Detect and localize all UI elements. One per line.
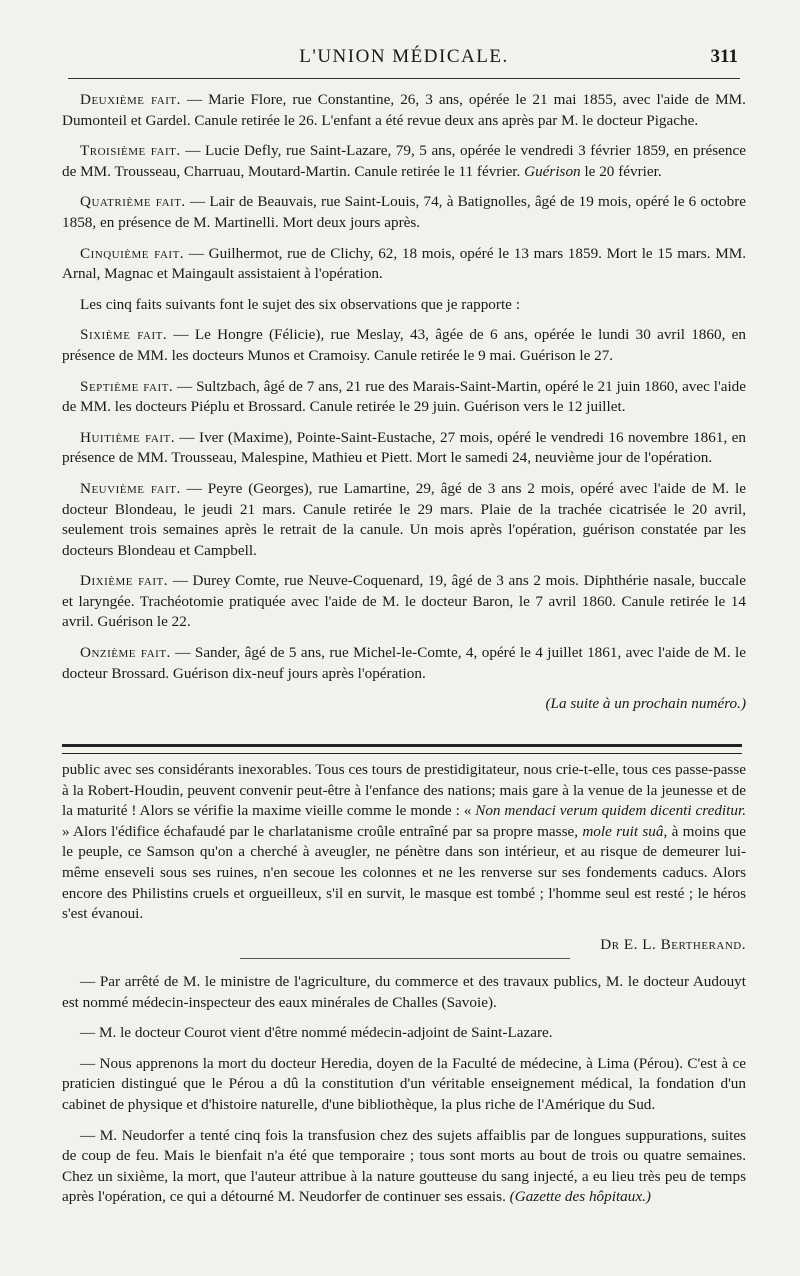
case-label: Neuvième fait. [80,479,181,497]
case-10 [62,571,746,633]
case-label: Septième fait. [80,377,174,395]
case-9 [62,479,746,561]
latin-phrase: mole ruit suâ [582,822,664,840]
case-label: Cinquième fait. [80,244,185,262]
text-run: , à moins que le peuple, ce Samson qu'on a cherché à aveugler, ne pénètre dans son intérieur, et au risque de demeurer lui-même enseveli sous ses ruines, n'en secoue les colonnes et ne les renverse sur ses fondements caducs. Alors encore des Philistins cruels et orgueilleux, s'il en survit, le masque est tombé ; l'homme seul est resté ; le héros s'est évanoui. [62,822,746,923]
case-text: — Durey Comte, rue Neuve-Coquenard, 19, âgé de 3 ans 2 mois. Diphthérie nasale, buccale et laryngée. Trachéotomie pratiquée avec l'aide de M. le docteur Baron, le 7 avril 1860. Canule retirée le 14 avril. Guérison le 22. [62,572,746,631]
case-label: Quatrième fait. [80,193,186,211]
case-label: Huitième fait. [80,428,176,446]
case-4 [62,192,746,233]
running-title: L'UNION MÉDICALE. [299,46,509,67]
case-label: Dixième fait. [80,572,169,590]
author-signature: Dr E. L. Bertherand. [600,935,746,953]
page-header [68,44,740,74]
news-divider [240,958,570,959]
case-11 [62,643,746,684]
case-8 [62,428,746,469]
feuilleton-paragraph [62,760,746,925]
news-item: — Par arrêté de M. le ministre de l'agriculture, du commerce et des travaux publics, M. le docteur Audouyt est nommé médecin-inspecteur des eaux minérales de Challes (Savoie). [62,973,746,1011]
text-run: » Alors l'édifice échafaudé par le charlatanisme croûle entraîné par sa propre masse, [62,822,583,840]
case-label: Onzième fait. [80,644,171,662]
intro-line: Les cinq faits suivants font le sujet des six observations que je rapporte : [80,295,520,313]
case-3 [62,141,746,182]
case-6 [62,325,746,366]
case-label: Deuxième fait. [80,91,181,108]
case-text: — Marie Flore, rue Constantine, 26, 3 ans, opérée le 21 mai 1855, avec l'aide de MM. Dumonteil et Gardel. Canule retirée le 26. L'enfant a été revue deux ans après par M. le docteur Pigache. [62,91,746,129]
case-text: — Sultzbach, âgé de 7 ans, 21 rue des Marais-Saint-Martin, opéré le 21 juin 1860, avec l'aide de MM. les docteurs Piéplu et Brossard. Canule retirée le 29 juin. Guérison vers le 12 juillet. [62,377,746,416]
case-2 [62,90,746,131]
news-source: (Gazette des hôpitaux.) [509,1188,651,1206]
feuilleton [62,760,746,955]
case-text: — Guilhermot, rue de Clichy, 62, 18 mois, opéré le 13 mars 1859. Mort le 15 mars. MM. Arnal, Magnac et Maingault assistaient à l'opération. [62,244,746,283]
case-list [62,90,746,725]
news-item [62,1126,746,1208]
case-7 [62,377,746,418]
header-rule [68,78,740,79]
case-text: — Lair de Beauvais, rue Saint-Louis, 74, à Batignolles, âgé de 19 mois, opéré le 6 octobre 1858, en présence de M. Martinelli. Mort deux jours après. [62,193,747,231]
case-label: Sixième fait. [80,326,168,344]
case-text: — Iver (Maxime), Pointe-Saint-Eustache, 27 mois, opéré le vendredi 16 novembre 1861, en présence de MM. Trousseau, Malespine, Mathieu et Piett. Mort le samedi 24, neuvième jour de l'opération. [62,428,746,467]
continuation-note: (La suite à un prochain numéro.) [545,695,746,713]
case-text: — Sander, âgé de 5 ans, rue Michel-le-Comte, 4, opéré le 4 juillet 1861, avec l'aide de M. le docteur Brossard. Guérison dix-neuf jours après l'opération. [62,644,746,682]
case-italic: Guérison [524,162,581,180]
case-text: — Le Hongre (Félicie), rue Meslay, 43, âgée de 6 ans, opérée le lundi 30 avril 1860, en présence de MM. les docteurs Munos et Cramoisy. Canule retirée le 9 mai. Guérison le 27. [62,326,746,364]
news-items [62,972,746,1218]
case-5 [62,244,746,285]
text-run: — M. Neudorfer a tenté cinq fois la transfusion chez des sujets affaiblis par de longues suppurations, suites de coup de feu. Mais le bienfait n'a été que temporaire ; tous sont morts au bout de trois ou quatre semaines. Chez un sixième, la mort, que l'auteur attribue à la nature goutteuse du sang injecté, a eu lieu très peu de temps après l'opération, ce qui a détourné M. Neudorfer de continuer ses essais. [62,1126,746,1206]
section-divider [62,744,742,754]
text-run: public avec ses considérants inexorables. Tous ces tours de prestidigitateur, nous crie-t-elle, tous ces passe-passe à la Robert-Houdin, peuvent convenir peut-être à l'enfance des nations; mais gare à la venue de la jeunesse et de la maturité ! Alors se vérifie la maxime vieille comme le monde : « [62,761,746,820]
page-number: 311 [710,46,738,67]
case-text: — Lucie Defly, rue Saint-Lazare, 79, 5 ans, opérée le vendredi 3 février 1859, en présence de MM. Trousseau, Charruau, Moutard-Martin. Canule retirée le 11 février. [62,142,746,180]
news-item: — Nous apprenons la mort du docteur Heredia, doyen de la Faculté de médecine, à Lima (Pérou). C'est à ce praticien distingué que le Pérou a dû la constitution d'un véritable enseignement médical, la fondation d'un cabinet de physique et d'histoire naturelle, d'une bibliothèque, la plus riche de l'Amérique du Sud. [62,1054,746,1113]
case-text: — Peyre (Georges), rue Lamartine, 29, âgé de 3 ans 2 mois, opéré avec l'aide de M. le docteur Blondeau, le jeudi 21 mars. Canule retirée le 29 mars. Plaie de la trachée cicatrisée le 20 avril, seulement trois semaines après le retrait de la canule. Un mois après l'opération, guérison constatée par les docteurs Blondeau et Campbell. [62,479,746,559]
news-item: — M. le docteur Courot vient d'être nommé médecin-adjoint de Saint-Lazare. [80,1024,553,1042]
case-label: Troisième fait. [80,142,181,160]
case-tail: le 20 février. [580,162,662,180]
latin-quote: Non mendaci verum quidem dicenti creditur. [475,802,746,820]
